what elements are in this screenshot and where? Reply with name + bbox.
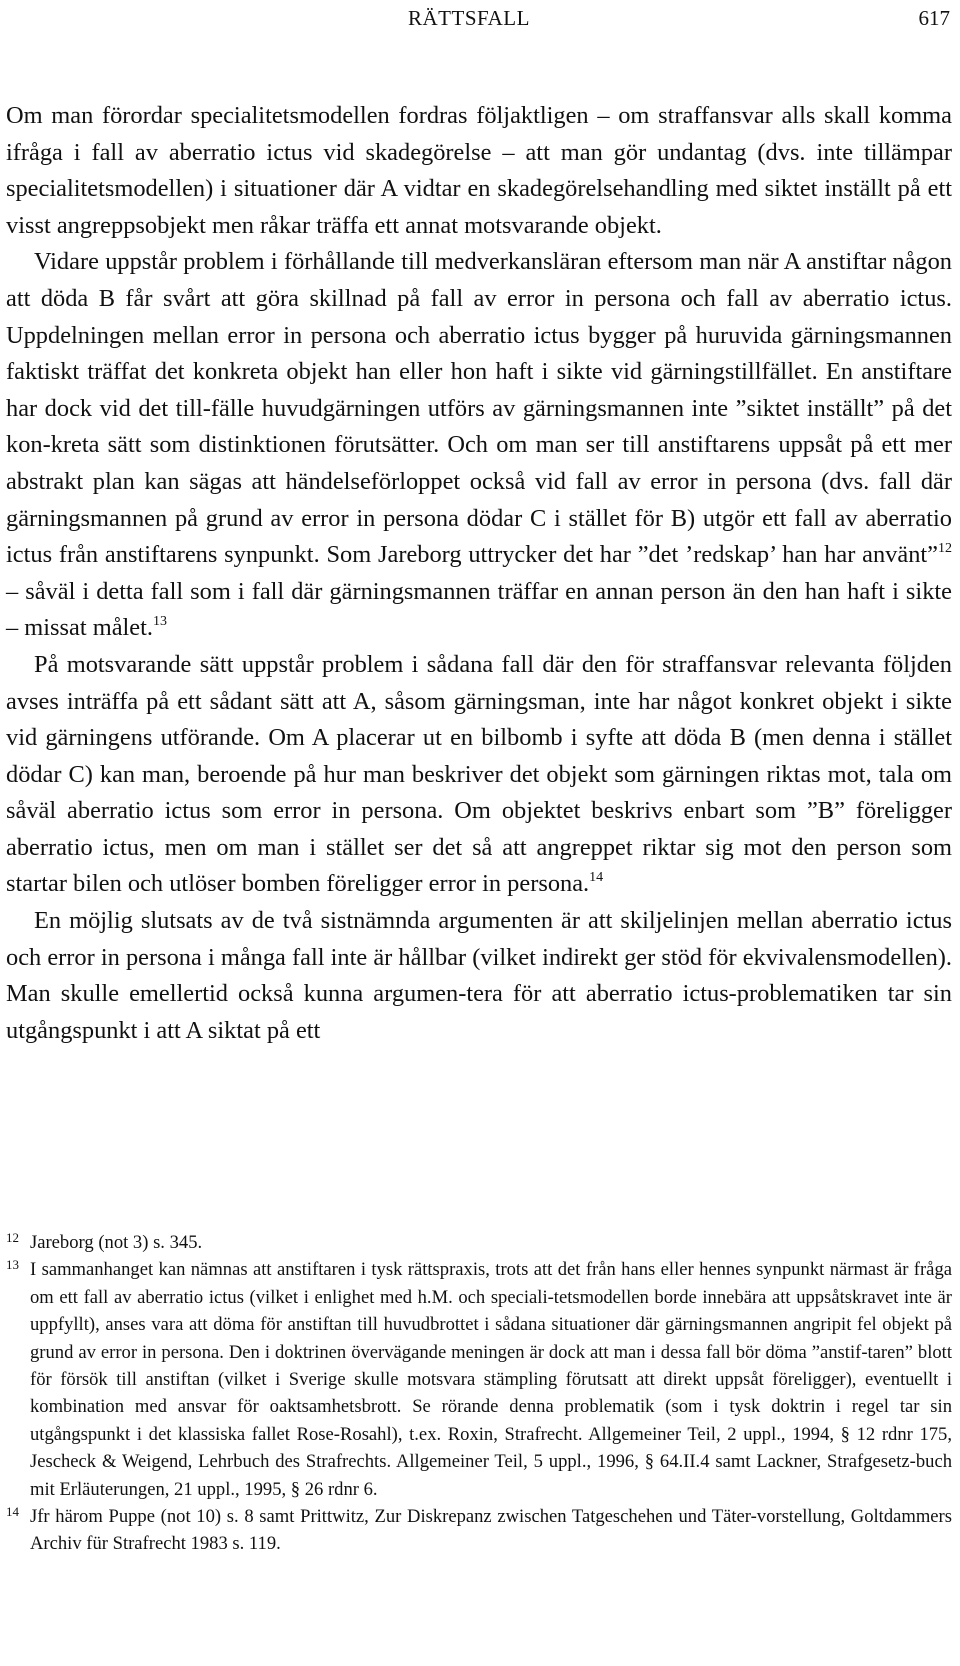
paragraph: En möjlig slutsats av de två sistnämnda argumenten är att skiljelinjen mellan aberratio ictus och error in persona i många fall inte är hållbar (vilket indirekt ger stöd för ekvivalensmodellen). Man skulle emellertid också kunna argumen-tera för att aberratio ictus-problematiken tar sin utgångspunkt i att A siktat på ett [6, 907, 952, 1044]
paragraph: På motsvarande sätt uppstår problem i sådana fall där den för straffansvar relevanta följden avses inträffa på ett sådant sätt att A, såsom gärningsman, inte har något konkret objekt i sikte vid gärningens utförande. Om A placerar ut en bilbomb i syfte att döda B (men denna i stället dödar C) kan man, beroende på hur man beskriver det objekt som gärningen riktas mot, tala om såväl aberratio ictus som error in persona. Om objektet beskrivs enbart som ”B” föreligger aberratio ictus, men om man i stället ser det så att angreppet riktar sig mot den person som startar bilen och utlöser bomben föreligger error in persona.$^{14}$ [6, 650, 952, 898]
footnote-number: 12 [6, 1230, 19, 1245]
footnote-text: I sammanhanget kan nämnas att anstiftaren i tysk rättspraxis, trots att det från hans eller hennes synpunkt närmast är fråga om ett fall av aberratio ictus (vilket i enlighet med h.M. och speciali-tetsmodellen borde innebära att uppsåtskravet inte är uppfyllt), anses vara att döma för anstiftan till huvudbrottet i sådana situationer där gärningsmannen angripit fel objekt på grund av error in persona. Den i doktrinen övervägande meningen är dock att man i dessa fall bör döma ”anstif-taren” blott för försök till anstiftan (vilket i Sverige skulle motsvara stämpling förutsatt att direkt uppsåt föreligger), eventuellt i kombination med ansvar för oaktsamhetsbrott. Se rörande denna problematik (som i tysk doktrin i regel tar sin utgångspunkt i det klassiska fallet Rose-Rosahl), t.ex. Roxin, Strafrecht. Allgemeiner Teil, 2 uppl., 1994, § 12 rdnr 175, Jescheck & Weigend, Lehrbuch des Strafrechts. Allgemeiner Teil, 5 uppl., 1996, § 64.II.4 samt Lackner, Strafgesetz-buch mit Erläuterungen, 21 uppl., 1995, § 26 rdnr 6. [30, 1259, 952, 1500]
footnote-text: Jfr härom Puppe (not 10) s. 8 samt Prittwitz, Zur Diskrepanz zwischen Tatgeschehen und Täter-vorstellung, Goltdammers Archiv für Strafrecht 1983 s. 119. [30, 1506, 952, 1555]
running-title: RÄTTSFALL [408, 6, 530, 30]
footnote-ref: 14 [589, 870, 604, 886]
footnote [6, 1256, 952, 1503]
page-header [0, 6, 960, 36]
page-number: 617 [918, 6, 950, 30]
footnote [6, 1229, 952, 1256]
footnote-number: 13 [6, 1257, 19, 1273]
paragraph: Vidare uppstår problem i förhållande till medverkansläran eftersom man när A anstiftar någon att döda B får svårt att göra skillnad på fall av error in persona och fall av aberratio ictus. Uppdelningen mellan error in persona och aberratio ictus bygger på huruvida gärningsmannen faktiskt träffat det konkreta objekt han eller hon haft i sikte vid gärningstillfället. En anstiftare har dock vid det till-fälle huvudgärningen utförs av gärningsmannen inte ”siktet inställt” på det kon-kreta sätt som distinktionen förutsätter. Och om man ser till anstiftarens uppsåt på ett mer abstrakt plan kan sägas att händelseförloppet också vid fall av error in persona (dvs. fall där gärningsmannen på grund av error in persona dödar C i stället för B) utgör ett fall av aberratio ictus från anstiftarens synpunkt. Som Jareborg uttrycker det har ”det ’redskap’ han har använt”$^{12}$ – såväl i detta fall som i fall där gärningsmannen träffar en annan person än den han haft i sikte – missat målet.$^{13}$ [6, 248, 952, 642]
footnote-ref: 12 [938, 541, 952, 557]
footnote-ref: 13 [153, 614, 167, 630]
footnote-number: 14 [6, 1504, 19, 1520]
paragraph: Om man förordar specialitetsmodellen fordras följaktligen – om straffansvar alls skall komma ifråga i fall av aberratio ictus vid skadegörelse – att man gör undantag (dvs. inte tillämpar specialitetsmodellen) i situationer där A vidtar en skadegörelsehandling med siktet inställt på ett visst angreppsobjekt men råkar träffa ett annat motsvarande objekt. [6, 102, 952, 239]
footnote [6, 1503, 952, 1558]
footnote-text: Jareborg (not 3) s. 345. [30, 1232, 203, 1253]
body-text [6, 98, 952, 1049]
footnotes [6, 1229, 952, 1558]
